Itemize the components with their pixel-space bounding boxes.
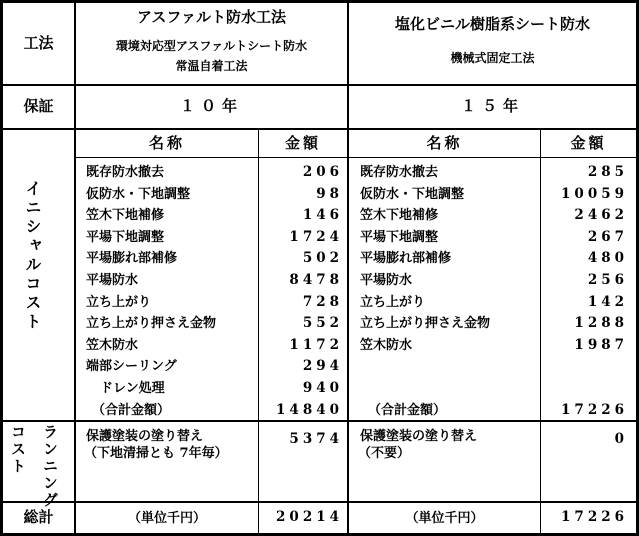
col2-running-line1: 保護塗装の塗り替え xyxy=(360,429,478,444)
list-item: 平場防水 xyxy=(86,272,139,288)
list-item: 既存防水撤去 xyxy=(86,165,165,180)
amount-cell: 142 xyxy=(587,293,628,310)
amount-cell: 17226 xyxy=(561,401,628,418)
col1-item-names xyxy=(86,162,256,421)
amount-cell xyxy=(541,378,628,400)
amount-cell: 1724 xyxy=(289,228,343,245)
col1-method-title: アスファルト防水工法 xyxy=(136,8,287,26)
list-item: （合計金額） xyxy=(92,402,171,418)
col2-total-unit: （単位千円） xyxy=(405,511,484,526)
amount-cell: 206 xyxy=(302,164,343,180)
col1-total-amount: 20214 xyxy=(276,509,343,525)
amount-cell: 480 xyxy=(587,250,628,267)
running-cost-label-a: ランニング xyxy=(41,424,59,509)
initial-cost-label: イニシャルコスト xyxy=(23,180,42,332)
amount-cell: 146 xyxy=(302,207,343,224)
col2-warranty: １５年 xyxy=(460,97,524,115)
running-cost-label-b: コスト xyxy=(9,424,27,475)
rule-label-col xyxy=(74,0,76,536)
list-item: 平場下地調整 xyxy=(360,229,439,245)
amount-cell: 2462 xyxy=(574,207,628,224)
col2-running-amount: 0 xyxy=(614,431,628,447)
amount-cell: 502 xyxy=(302,250,343,267)
list-item: ドレン処理 xyxy=(100,380,165,396)
col1-method-sub2: 常温自着工法 xyxy=(175,59,248,73)
list-item: 既存防水撤去 xyxy=(360,165,439,180)
amount-cell: 8478 xyxy=(289,271,343,288)
list-item: 仮防水・下地調整 xyxy=(360,186,465,202)
amount-cell: 285 xyxy=(587,164,628,180)
list-item: 端部シーリング xyxy=(86,359,177,375)
list-item: 平場下地調整 xyxy=(86,229,165,245)
amount-cell: 98 xyxy=(316,185,343,202)
col1-running-line2: （下地清掃とも 7年毎） xyxy=(84,446,228,461)
list-item xyxy=(360,378,538,400)
list-item: 平場膨れ部補修 xyxy=(360,251,452,267)
col2-amount-header: 金額 xyxy=(570,134,607,152)
rule-method-split xyxy=(347,0,349,536)
rule-header xyxy=(0,84,639,86)
list-item: 平場防水 xyxy=(360,272,413,288)
col1-warranty: １０年 xyxy=(179,97,243,115)
amount-cell: 267 xyxy=(587,228,628,245)
amount-cell xyxy=(541,356,628,378)
list-item: 笠木下地補修 xyxy=(360,208,439,224)
amount-cell: 728 xyxy=(302,293,343,310)
col1-amount-header: 金額 xyxy=(284,134,321,152)
border-top xyxy=(0,0,639,3)
amount-cell: 552 xyxy=(302,315,343,332)
list-item: 笠木下地補修 xyxy=(86,208,165,224)
col1-name-header: 名称 xyxy=(148,134,185,152)
warranty-label: 保証 xyxy=(23,97,54,115)
list-item: （合計金額） xyxy=(368,402,447,418)
list-item: 笠木防水 xyxy=(360,337,413,353)
list-item: 立ち上がり xyxy=(86,294,152,310)
col1-method-sub1: 環境対応型アスファルトシート防水 xyxy=(115,39,308,53)
col1-running-amount: 5374 xyxy=(289,431,343,447)
col2-method-sub: 機械式固定工法 xyxy=(450,51,535,65)
rule-col-headers xyxy=(75,157,639,158)
col2-running-line2: （不要） xyxy=(358,446,411,461)
amount-cell: 10059 xyxy=(561,185,628,202)
col2-name-header: 名称 xyxy=(426,134,463,152)
list-item: 立ち上がり xyxy=(360,294,426,310)
col1-running-line1: 保護塗装の塗り替え xyxy=(86,429,204,444)
amount-cell: 1987 xyxy=(574,336,628,353)
rule-warranty xyxy=(0,128,639,130)
amount-cell: 14840 xyxy=(276,401,343,418)
col2-item-names xyxy=(360,162,538,421)
amount-cell: 940 xyxy=(302,379,343,396)
col1-total-unit: （単位千円） xyxy=(127,511,206,526)
col1-item-amounts xyxy=(259,162,343,421)
list-item: 平場膨れ部補修 xyxy=(86,251,178,267)
list-item: 立ち上がり押さえ金物 xyxy=(360,316,491,332)
col2-total-amount: 17226 xyxy=(561,509,628,525)
amount-cell: 1288 xyxy=(574,315,628,332)
col2-item-amounts xyxy=(541,162,628,421)
total-label: 総計 xyxy=(23,508,54,526)
list-item: 仮防水・下地調整 xyxy=(86,186,191,202)
list-item xyxy=(360,356,538,378)
col2-method-title: 塩化ビニル樹脂系シート防水 xyxy=(394,15,590,33)
list-item: 立ち上がり押さえ金物 xyxy=(86,316,217,332)
amount-cell: 294 xyxy=(302,358,343,375)
list-item: 笠木防水 xyxy=(86,337,139,353)
border-left xyxy=(0,0,3,536)
method-label: 工法 xyxy=(23,34,54,52)
rule-running xyxy=(0,501,639,503)
amount-cell: 1172 xyxy=(289,336,343,353)
amount-cell: 256 xyxy=(587,271,628,288)
